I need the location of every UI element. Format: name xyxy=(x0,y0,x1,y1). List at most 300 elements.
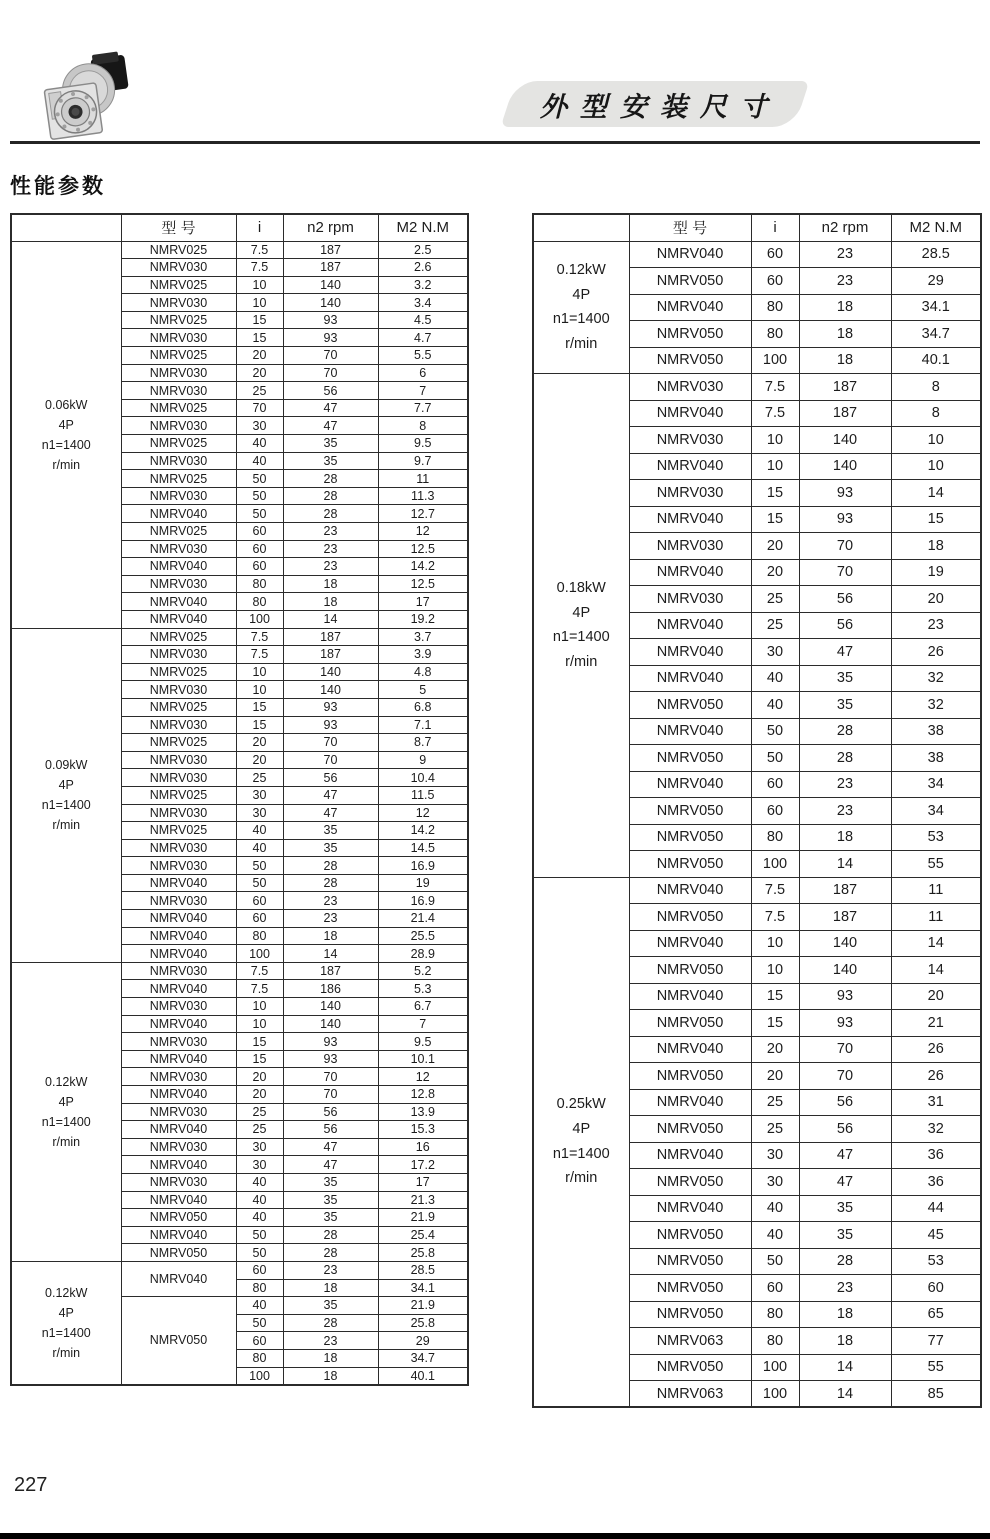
m2-torque-cell: 21.9 xyxy=(378,1209,468,1227)
model-cell: NMRV040 xyxy=(629,400,751,427)
ratio-i-cell: 30 xyxy=(236,786,283,804)
ratio-i-cell: 80 xyxy=(751,321,799,348)
model-cell: NMRV040 xyxy=(121,593,236,611)
model-cell: NMRV040 xyxy=(121,980,236,998)
m2-torque-cell: 38 xyxy=(891,718,981,745)
ratio-i-cell: 60 xyxy=(236,1332,283,1350)
model-cell: NMRV063 xyxy=(629,1381,751,1408)
n2-rpm-cell: 187 xyxy=(799,904,891,931)
m2-torque-cell: 3.9 xyxy=(378,646,468,664)
m2-torque-cell: 12.7 xyxy=(378,505,468,523)
m2-torque-cell: 23 xyxy=(891,612,981,639)
model-cell: NMRV040 xyxy=(629,1142,751,1169)
n2-rpm-cell: 93 xyxy=(799,506,891,533)
ratio-i-cell: 100 xyxy=(751,1381,799,1408)
model-cell: NMRV040 xyxy=(121,927,236,945)
model-cell: NMRV040 xyxy=(121,1086,236,1104)
m2-torque-cell: 10.4 xyxy=(378,769,468,787)
model-cell: NMRV050 xyxy=(629,268,751,295)
ratio-i-cell: 60 xyxy=(236,540,283,558)
model-cell: NMRV030 xyxy=(121,294,236,312)
n2-rpm-cell: 28 xyxy=(283,857,378,875)
n2-rpm-cell: 187 xyxy=(283,241,378,259)
model-cell: NMRV050 xyxy=(629,1301,751,1328)
n2-rpm-cell: 187 xyxy=(799,400,891,427)
model-cell: NMRV025 xyxy=(121,435,236,453)
ratio-i-cell: 10 xyxy=(236,681,283,699)
n2-rpm-cell: 187 xyxy=(283,962,378,980)
m2-torque-cell: 32 xyxy=(891,1116,981,1143)
ratio-i-cell: 10 xyxy=(751,427,799,454)
power-group-label: 0.25kW 4P n1=1400 r/min xyxy=(533,877,629,1407)
n2-rpm-cell: 23 xyxy=(799,771,891,798)
model-cell: NMRV030 xyxy=(121,1138,236,1156)
model-cell: NMRV040 xyxy=(629,665,751,692)
model-cell: NMRV025 xyxy=(121,276,236,294)
model-cell: NMRV040 xyxy=(121,1191,236,1209)
n2-rpm-cell: 28 xyxy=(283,1226,378,1244)
m2-torque-cell: 29 xyxy=(378,1332,468,1350)
ratio-i-cell: 15 xyxy=(751,506,799,533)
m2-torque-cell: 26 xyxy=(891,1036,981,1063)
n2-rpm-cell: 35 xyxy=(283,839,378,857)
model-cell: NMRV030 xyxy=(121,417,236,435)
m2-torque-cell: 40.1 xyxy=(378,1367,468,1385)
ratio-i-cell: 100 xyxy=(751,851,799,878)
ratio-i-cell: 50 xyxy=(751,718,799,745)
m2-torque-cell: 40.1 xyxy=(891,347,981,374)
column-header: M2 N.M xyxy=(378,214,468,241)
n2-rpm-cell: 28 xyxy=(799,718,891,745)
table-row xyxy=(533,241,981,268)
model-cell: NMRV030 xyxy=(121,998,236,1016)
m2-torque-cell: 6.8 xyxy=(378,698,468,716)
n2-rpm-cell: 35 xyxy=(283,822,378,840)
model-cell: NMRV040 xyxy=(629,453,751,480)
ratio-i-cell: 20 xyxy=(751,533,799,560)
model-cell: NMRV040 xyxy=(629,639,751,666)
n2-rpm-cell: 23 xyxy=(283,523,378,541)
ratio-i-cell: 10 xyxy=(236,294,283,312)
ratio-i-cell: 80 xyxy=(236,593,283,611)
ratio-i-cell: 15 xyxy=(236,1033,283,1051)
model-cell: NMRV030 xyxy=(121,487,236,505)
model-cell: NMRV030 xyxy=(121,1103,236,1121)
ratio-i-cell: 40 xyxy=(236,822,283,840)
m2-torque-cell: 21 xyxy=(891,1010,981,1037)
n2-rpm-cell: 70 xyxy=(799,559,891,586)
m2-torque-cell: 28.9 xyxy=(378,945,468,963)
ratio-i-cell: 15 xyxy=(236,716,283,734)
power-group-label: 0.06kW 4P n1=1400 r/min xyxy=(11,241,121,628)
model-cell: NMRV040 xyxy=(121,1261,236,1296)
model-cell: NMRV025 xyxy=(121,698,236,716)
table-row xyxy=(11,1261,468,1279)
n2-rpm-cell: 93 xyxy=(283,716,378,734)
section-title: 性能参数 xyxy=(10,175,106,198)
m2-torque-cell: 11.3 xyxy=(378,487,468,505)
m2-torque-cell: 12 xyxy=(378,523,468,541)
power-group-label: 0.12kW 4P n1=1400 r/min xyxy=(11,1261,121,1384)
m2-torque-cell: 36 xyxy=(891,1169,981,1196)
n2-rpm-cell: 35 xyxy=(283,435,378,453)
ratio-i-cell: 25 xyxy=(236,382,283,400)
ratio-i-cell: 40 xyxy=(751,1195,799,1222)
m2-torque-cell: 55 xyxy=(891,851,981,878)
model-cell: NMRV030 xyxy=(121,382,236,400)
n2-rpm-cell: 28 xyxy=(283,1244,378,1262)
corner-cell xyxy=(11,214,121,241)
model-cell: NMRV040 xyxy=(629,241,751,268)
m2-torque-cell: 25.8 xyxy=(378,1314,468,1332)
ratio-i-cell: 100 xyxy=(236,945,283,963)
ratio-i-cell: 7.5 xyxy=(236,980,283,998)
ratio-i-cell: 50 xyxy=(236,487,283,505)
n2-rpm-cell: 14 xyxy=(283,945,378,963)
m2-torque-cell: 5.5 xyxy=(378,347,468,365)
m2-torque-cell: 32 xyxy=(891,692,981,719)
ratio-i-cell: 30 xyxy=(236,1138,283,1156)
n2-rpm-cell: 18 xyxy=(283,575,378,593)
model-cell: NMRV040 xyxy=(629,930,751,957)
ratio-i-cell: 60 xyxy=(236,892,283,910)
model-cell: NMRV025 xyxy=(121,241,236,259)
n2-rpm-cell: 23 xyxy=(283,892,378,910)
n2-rpm-cell: 47 xyxy=(799,1142,891,1169)
n2-rpm-cell: 47 xyxy=(799,1169,891,1196)
n2-rpm-cell: 23 xyxy=(283,540,378,558)
performance-table-right-grid xyxy=(532,213,982,1408)
n2-rpm-cell: 28 xyxy=(799,1248,891,1275)
n2-rpm-cell: 14 xyxy=(799,1381,891,1408)
model-cell: NMRV030 xyxy=(121,751,236,769)
m2-torque-cell: 34.7 xyxy=(891,321,981,348)
m2-torque-cell: 8 xyxy=(891,400,981,427)
ratio-i-cell: 15 xyxy=(751,983,799,1010)
m2-torque-cell: 16 xyxy=(378,1138,468,1156)
m2-torque-cell: 14.5 xyxy=(378,839,468,857)
m2-torque-cell: 34.1 xyxy=(378,1279,468,1297)
m2-torque-cell: 4.5 xyxy=(378,311,468,329)
ratio-i-cell: 20 xyxy=(751,1036,799,1063)
n2-rpm-cell: 187 xyxy=(799,877,891,904)
ratio-i-cell: 25 xyxy=(751,586,799,613)
n2-rpm-cell: 14 xyxy=(799,851,891,878)
ratio-i-cell: 7.5 xyxy=(751,400,799,427)
model-cell: NMRV025 xyxy=(121,399,236,417)
m2-torque-cell: 29 xyxy=(891,268,981,295)
n2-rpm-cell: 140 xyxy=(283,681,378,699)
ratio-i-cell: 15 xyxy=(236,1050,283,1068)
ratio-i-cell: 80 xyxy=(236,1279,283,1297)
n2-rpm-cell: 23 xyxy=(799,268,891,295)
model-cell: NMRV025 xyxy=(121,470,236,488)
n2-rpm-cell: 14 xyxy=(283,610,378,628)
ratio-i-cell: 7.5 xyxy=(236,241,283,259)
m2-torque-cell: 34.7 xyxy=(378,1349,468,1367)
m2-torque-cell: 18 xyxy=(891,533,981,560)
m2-torque-cell: 6.7 xyxy=(378,998,468,1016)
ratio-i-cell: 100 xyxy=(236,610,283,628)
model-cell: NMRV050 xyxy=(629,745,751,772)
ratio-i-cell: 15 xyxy=(236,698,283,716)
model-cell: NMRV040 xyxy=(629,771,751,798)
ratio-i-cell: 40 xyxy=(236,839,283,857)
model-cell: NMRV040 xyxy=(629,612,751,639)
model-cell: NMRV025 xyxy=(121,822,236,840)
n2-rpm-cell: 35 xyxy=(283,1297,378,1315)
ratio-i-cell: 40 xyxy=(236,1297,283,1315)
model-cell: NMRV030 xyxy=(121,646,236,664)
ratio-i-cell: 50 xyxy=(236,1244,283,1262)
model-cell: NMRV050 xyxy=(629,1354,751,1381)
performance-table-left-grid xyxy=(10,213,469,1386)
m2-torque-cell: 3.7 xyxy=(378,628,468,646)
ratio-i-cell: 100 xyxy=(751,347,799,374)
ratio-i-cell: 7.5 xyxy=(751,374,799,401)
ratio-i-cell: 60 xyxy=(751,268,799,295)
ratio-i-cell: 20 xyxy=(751,1063,799,1090)
n2-rpm-cell: 47 xyxy=(283,804,378,822)
n2-rpm-cell: 35 xyxy=(799,665,891,692)
ratio-i-cell: 80 xyxy=(751,1301,799,1328)
model-cell: NMRV040 xyxy=(121,1226,236,1244)
m2-torque-cell: 11 xyxy=(378,470,468,488)
ratio-i-cell: 40 xyxy=(751,665,799,692)
m2-torque-cell: 36 xyxy=(891,1142,981,1169)
m2-torque-cell: 5.3 xyxy=(378,980,468,998)
m2-torque-cell: 10 xyxy=(891,453,981,480)
ratio-i-cell: 50 xyxy=(751,1248,799,1275)
m2-torque-cell: 16.9 xyxy=(378,892,468,910)
corner-cell xyxy=(533,214,629,241)
n2-rpm-cell: 18 xyxy=(799,294,891,321)
ratio-i-cell: 70 xyxy=(236,399,283,417)
m2-torque-cell: 7.1 xyxy=(378,716,468,734)
ratio-i-cell: 7.5 xyxy=(236,646,283,664)
ratio-i-cell: 100 xyxy=(751,1354,799,1381)
table-row xyxy=(11,241,468,259)
n2-rpm-cell: 23 xyxy=(283,1332,378,1350)
ratio-i-cell: 30 xyxy=(236,417,283,435)
header-banner-title: 外型安装尺寸 xyxy=(540,91,780,122)
n2-rpm-cell: 47 xyxy=(283,1156,378,1174)
m2-torque-cell: 45 xyxy=(891,1222,981,1249)
ratio-i-cell: 20 xyxy=(236,751,283,769)
n2-rpm-cell: 70 xyxy=(283,1086,378,1104)
table-row xyxy=(11,962,468,980)
m2-torque-cell: 77 xyxy=(891,1328,981,1355)
ratio-i-cell: 40 xyxy=(236,1209,283,1227)
n2-rpm-cell: 56 xyxy=(283,1103,378,1121)
n2-rpm-cell: 23 xyxy=(283,910,378,928)
n2-rpm-cell: 56 xyxy=(283,1121,378,1139)
ratio-i-cell: 7.5 xyxy=(236,628,283,646)
model-cell: NMRV030 xyxy=(121,364,236,382)
column-header: n2 rpm xyxy=(283,214,378,241)
m2-torque-cell: 8.7 xyxy=(378,734,468,752)
m2-torque-cell: 25.4 xyxy=(378,1226,468,1244)
model-cell: NMRV040 xyxy=(121,610,236,628)
n2-rpm-cell: 140 xyxy=(283,663,378,681)
n2-rpm-cell: 28 xyxy=(283,874,378,892)
model-cell: NMRV040 xyxy=(121,1121,236,1139)
n2-rpm-cell: 47 xyxy=(283,786,378,804)
model-cell: NMRV040 xyxy=(121,558,236,576)
model-cell: NMRV030 xyxy=(121,681,236,699)
n2-rpm-cell: 187 xyxy=(283,628,378,646)
n2-rpm-cell: 93 xyxy=(283,1050,378,1068)
m2-torque-cell: 65 xyxy=(891,1301,981,1328)
ratio-i-cell: 20 xyxy=(236,1068,283,1086)
header-row xyxy=(11,214,468,241)
ratio-i-cell: 30 xyxy=(751,1169,799,1196)
model-cell: NMRV050 xyxy=(629,851,751,878)
m2-torque-cell: 16.9 xyxy=(378,857,468,875)
m2-torque-cell: 21.4 xyxy=(378,910,468,928)
ratio-i-cell: 10 xyxy=(751,930,799,957)
m2-torque-cell: 6 xyxy=(378,364,468,382)
model-cell: NMRV030 xyxy=(121,769,236,787)
model-cell: NMRV050 xyxy=(629,1248,751,1275)
m2-torque-cell: 9.5 xyxy=(378,1033,468,1051)
power-group-label: 0.12kW 4P n1=1400 r/min xyxy=(533,241,629,374)
m2-torque-cell: 44 xyxy=(891,1195,981,1222)
column-header: 型 号 xyxy=(121,214,236,241)
ratio-i-cell: 25 xyxy=(751,1089,799,1116)
ratio-i-cell: 15 xyxy=(236,311,283,329)
model-cell: NMRV030 xyxy=(121,716,236,734)
n2-rpm-cell: 140 xyxy=(799,427,891,454)
m2-torque-cell: 26 xyxy=(891,1063,981,1090)
n2-rpm-cell: 56 xyxy=(799,1089,891,1116)
model-cell: NMRV025 xyxy=(121,523,236,541)
model-cell: NMRV040 xyxy=(121,874,236,892)
n2-rpm-cell: 70 xyxy=(283,347,378,365)
ratio-i-cell: 60 xyxy=(751,771,799,798)
m2-torque-cell: 17 xyxy=(378,593,468,611)
n2-rpm-cell: 140 xyxy=(283,998,378,1016)
ratio-i-cell: 20 xyxy=(236,347,283,365)
n2-rpm-cell: 23 xyxy=(799,798,891,825)
m2-torque-cell: 7.7 xyxy=(378,399,468,417)
ratio-i-cell: 20 xyxy=(236,734,283,752)
n2-rpm-cell: 23 xyxy=(799,1275,891,1302)
model-cell: NMRV030 xyxy=(121,839,236,857)
ratio-i-cell: 60 xyxy=(236,910,283,928)
m2-torque-cell: 21.3 xyxy=(378,1191,468,1209)
ratio-i-cell: 10 xyxy=(236,663,283,681)
n2-rpm-cell: 35 xyxy=(799,692,891,719)
model-cell: NMRV040 xyxy=(121,945,236,963)
n2-rpm-cell: 35 xyxy=(799,1195,891,1222)
n2-rpm-cell: 18 xyxy=(283,927,378,945)
m2-torque-cell: 10.1 xyxy=(378,1050,468,1068)
ratio-i-cell: 20 xyxy=(236,1086,283,1104)
m2-torque-cell: 7 xyxy=(378,382,468,400)
model-cell: NMRV050 xyxy=(629,1010,751,1037)
m2-torque-cell: 5 xyxy=(378,681,468,699)
ratio-i-cell: 10 xyxy=(236,276,283,294)
model-cell: NMRV040 xyxy=(629,1036,751,1063)
table-row xyxy=(11,628,468,646)
model-cell: NMRV063 xyxy=(629,1328,751,1355)
ratio-i-cell: 30 xyxy=(236,1156,283,1174)
model-cell: NMRV030 xyxy=(121,540,236,558)
model-cell: NMRV025 xyxy=(121,663,236,681)
page-number: 227 xyxy=(14,1474,48,1496)
n2-rpm-cell: 18 xyxy=(799,1328,891,1355)
table-row xyxy=(533,877,981,904)
model-cell: NMRV030 xyxy=(629,427,751,454)
ratio-i-cell: 100 xyxy=(236,1367,283,1385)
model-cell: NMRV050 xyxy=(629,1063,751,1090)
ratio-i-cell: 50 xyxy=(236,857,283,875)
model-cell: NMRV040 xyxy=(629,983,751,1010)
model-cell: NMRV030 xyxy=(121,452,236,470)
m2-torque-cell: 10 xyxy=(891,427,981,454)
m2-torque-cell: 4.8 xyxy=(378,663,468,681)
m2-torque-cell: 11.5 xyxy=(378,786,468,804)
ratio-i-cell: 20 xyxy=(751,559,799,586)
ratio-i-cell: 60 xyxy=(236,558,283,576)
model-cell: NMRV025 xyxy=(121,786,236,804)
power-group-label: 0.12kW 4P n1=1400 r/min xyxy=(11,962,121,1261)
m2-torque-cell: 2.5 xyxy=(378,241,468,259)
ratio-i-cell: 60 xyxy=(751,1275,799,1302)
n2-rpm-cell: 93 xyxy=(799,1010,891,1037)
model-cell: NMRV030 xyxy=(121,1173,236,1191)
n2-rpm-cell: 93 xyxy=(283,329,378,347)
m2-torque-cell: 14 xyxy=(891,930,981,957)
table-row xyxy=(533,374,981,401)
m2-torque-cell: 12 xyxy=(378,804,468,822)
m2-torque-cell: 25.5 xyxy=(378,927,468,945)
m2-torque-cell: 12.5 xyxy=(378,540,468,558)
ratio-i-cell: 50 xyxy=(236,1314,283,1332)
model-cell: NMRV040 xyxy=(629,1089,751,1116)
ratio-i-cell: 10 xyxy=(236,998,283,1016)
header-row xyxy=(533,214,981,241)
n2-rpm-cell: 186 xyxy=(283,980,378,998)
m2-torque-cell: 12 xyxy=(378,1068,468,1086)
m2-torque-cell: 8 xyxy=(891,374,981,401)
power-group-label: 0.18kW 4P n1=1400 r/min xyxy=(533,374,629,878)
m2-torque-cell: 85 xyxy=(891,1381,981,1408)
ratio-i-cell: 40 xyxy=(751,1222,799,1249)
m2-torque-cell: 8 xyxy=(378,417,468,435)
m2-torque-cell: 14 xyxy=(891,957,981,984)
n2-rpm-cell: 70 xyxy=(799,1063,891,1090)
ratio-i-cell: 80 xyxy=(751,294,799,321)
m2-torque-cell: 20 xyxy=(891,586,981,613)
model-cell: NMRV030 xyxy=(629,533,751,560)
m2-torque-cell: 34.1 xyxy=(891,294,981,321)
m2-torque-cell: 13.9 xyxy=(378,1103,468,1121)
model-cell: NMRV040 xyxy=(121,1050,236,1068)
m2-torque-cell: 12.5 xyxy=(378,575,468,593)
column-header: i xyxy=(236,214,283,241)
n2-rpm-cell: 18 xyxy=(283,1367,378,1385)
column-header: i xyxy=(751,214,799,241)
ratio-i-cell: 60 xyxy=(236,1261,283,1279)
n2-rpm-cell: 70 xyxy=(799,1036,891,1063)
model-cell: NMRV050 xyxy=(629,347,751,374)
gearmotor-illustration xyxy=(28,50,144,150)
n2-rpm-cell: 28 xyxy=(283,505,378,523)
model-cell: NMRV030 xyxy=(121,259,236,277)
m2-torque-cell: 9 xyxy=(378,751,468,769)
